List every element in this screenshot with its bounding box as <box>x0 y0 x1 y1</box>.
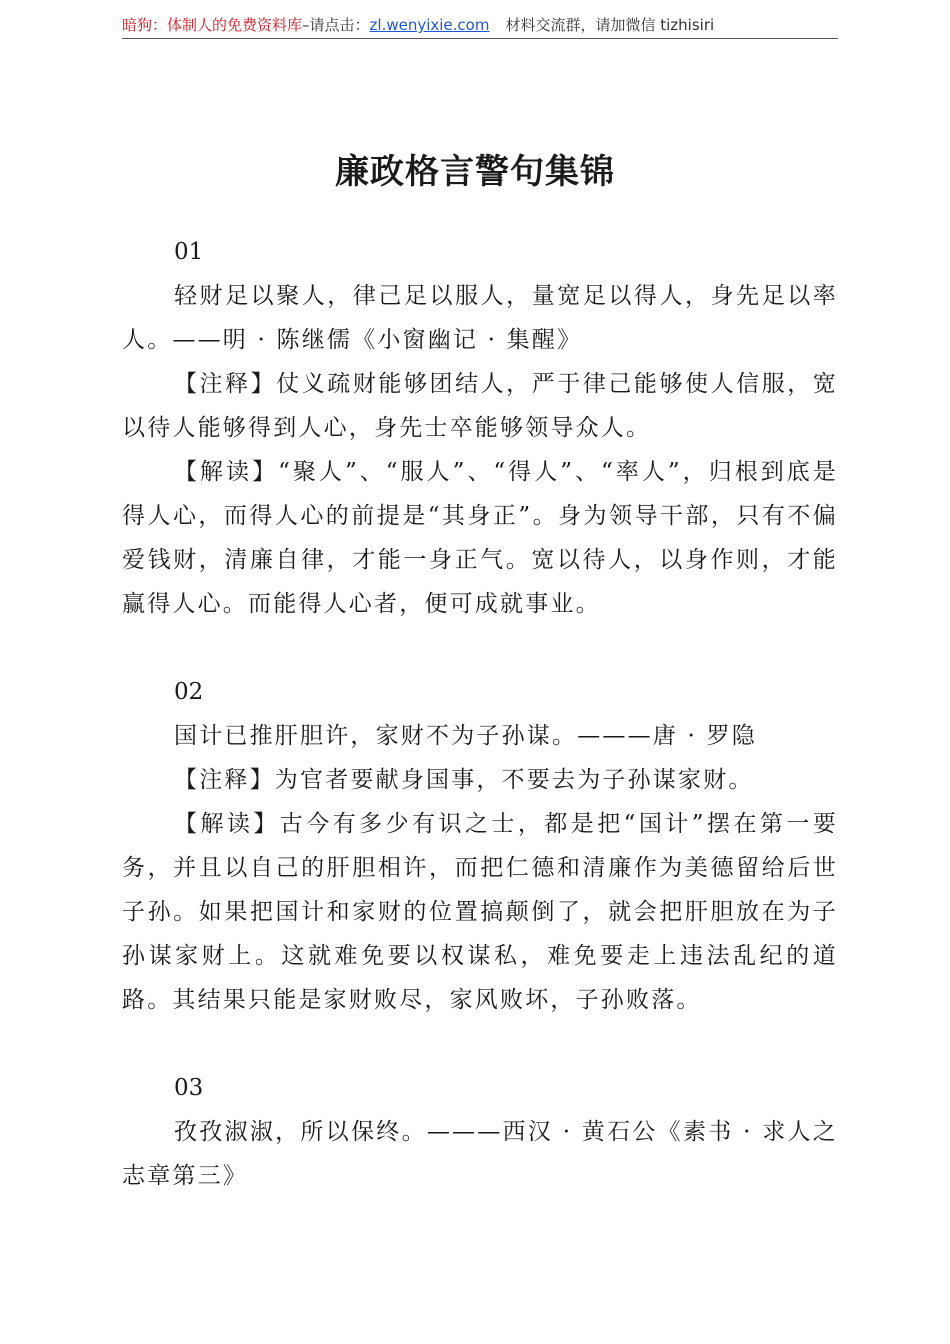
quote-text: 国计已推肝胆许，家财不为子孙谋。———唐 · 罗隐 <box>174 723 757 749</box>
note-text: 【注释】为官者要献身国事，不要去为子孙谋家财。 <box>174 767 754 793</box>
site-link[interactable]: zl.wenyixie.com <box>369 16 490 34</box>
click-prompt: –请点击： <box>302 16 370 34</box>
header-banner <box>122 14 838 36</box>
quote-text: 轻财足以聚人，律己足以服人，量宽足以得人，身先足以率人。——明 · 陈继儒《小窗幽记 · 集醒》 <box>122 283 838 353</box>
section-number: 02 <box>174 679 204 705</box>
document-body <box>122 230 838 1242</box>
section-01 <box>122 230 838 626</box>
note-text: 【注释】仗义疏财能够团结人，严于律己能够使人信服，宽以待人能够得到人心，身先士卒能够领导众人。 <box>122 371 838 441</box>
quote-text: 孜孜淑淑，所以保终。———西汉 · 黄石公《素书 · 求人之志章第三》 <box>122 1119 838 1189</box>
header-divider <box>122 38 838 39</box>
contact-text: 材料交流群，请加微信 tizhisiri <box>505 16 715 34</box>
reading-text: 【解读】“聚人”、“服人”、“得人”、“率人”，归根到底是得人心，而得人心的前提是“其身正”。身为领导干部，只有不偏爱钱财，清廉自律，才能一身正气。宽以待人，以身作则，才能赢得人心。而能得人心者，便可成就事业。 <box>122 459 838 617</box>
section-number: 03 <box>174 1075 204 1101</box>
brand-text: 暗狗：体制人的免费资料库 <box>122 16 303 34</box>
section-03 <box>122 1066 838 1198</box>
reading-text: 【解读】古今有多少有识之士，都是把“国计”摆在第一要务，并且以自己的肝胆相许，而把仁德和清廉作为美德留给后世子孙。如果把国计和家财的位置搞颠倒了，就会把肝胆放在为子孙谋家财上。这就难免要以权谋私，难免要走上违法乱纪的道路。其结果只能是家财败尽，家风败坏，子孙败落。 <box>122 811 838 1013</box>
section-number: 01 <box>174 239 204 265</box>
page-title: 廉政格言警句集锦 <box>335 152 615 192</box>
section-02 <box>122 670 838 1022</box>
